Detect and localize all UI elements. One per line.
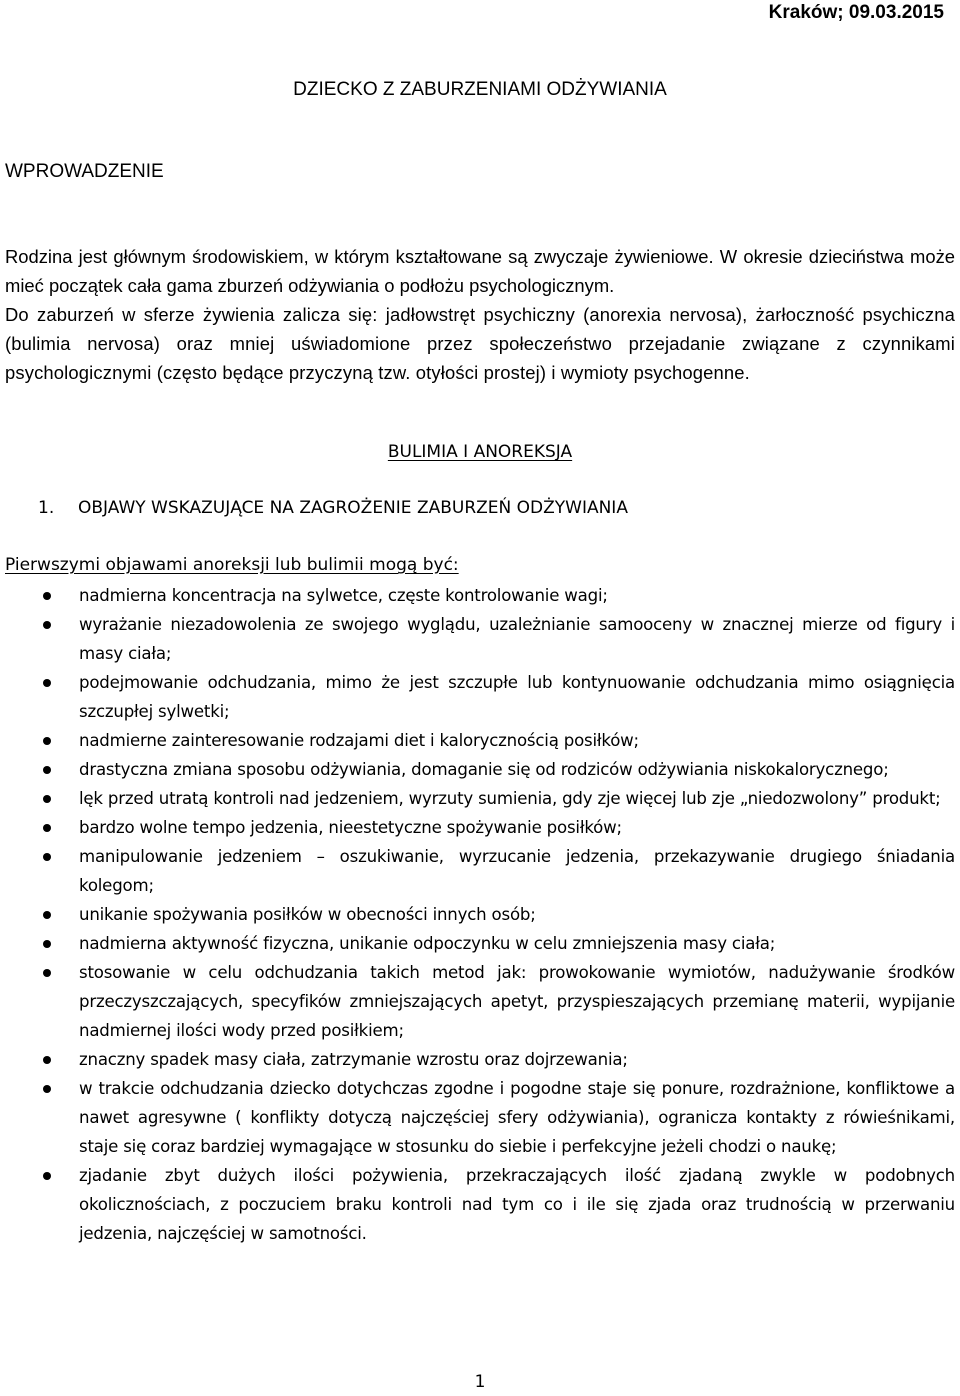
list-item-text: unikanie spożywania posiłków w obecności innych osób; bbox=[79, 905, 536, 924]
intro-paragraph-1: Rodzina jest głównym środowiskiem, w którym kształtowane są zwyczaje żywieniowe. W okresie dzieciństwa może mieć początek cała gama zburzeń odżywiania o podłożu psychologicznym. bbox=[5, 246, 955, 296]
bullet-icon bbox=[43, 824, 51, 832]
bullet-icon bbox=[43, 795, 51, 803]
symptom-list bbox=[0, 581, 960, 1248]
section-heading bbox=[38, 495, 628, 521]
list-item bbox=[0, 755, 960, 784]
list-item-text: znaczny spadek masy ciała, zatrzymanie wzrostu oraz dojrzewania; bbox=[79, 1050, 628, 1069]
section-number: 1. bbox=[38, 498, 55, 518]
list-item bbox=[0, 958, 960, 1045]
bullet-icon bbox=[43, 621, 51, 629]
list-item-text: nadmierna koncentracja na sylwetce, częste kontrolowanie wagi; bbox=[79, 586, 608, 605]
list-item-text: stosowanie w celu odchudzania takich metod jak: prowokowanie wymiotów, nadużywanie środków przeczyszczających, specyfików zmniejszających apetyt, przyspieszających przemianę materii, wypijanie nadmiernej ilości wody przed posiłkiem; bbox=[79, 963, 955, 1040]
list-item bbox=[0, 1045, 960, 1074]
list-item bbox=[0, 1074, 960, 1161]
list-item bbox=[0, 726, 960, 755]
bullet-icon bbox=[43, 969, 51, 977]
symptoms-lead: Pierwszymi objawami anoreksji lub bulimii mogą być: bbox=[5, 555, 459, 575]
document-date: Kraków; 09.03.2015 bbox=[768, 2, 944, 23]
list-item bbox=[0, 813, 960, 842]
list-item bbox=[0, 784, 960, 813]
document-title: DZIECKO Z ZABURZENIAMI ODŻYWIANIA bbox=[293, 79, 667, 100]
list-item-text: nadmierna aktywność fizyczna, unikanie odpoczynku w celu zmniejszenia masy ciała; bbox=[79, 934, 776, 953]
list-item bbox=[0, 668, 960, 726]
intro-paragraph-2: Do zaburzeń w sferze żywienia zalicza się: jadłowstręt psychiczny (anorexia nervosa), żarłoczność psychiczna (bulimia nervosa) oraz mniej uświadomione przez społeczeństwo przejadanie związane z czynnikami psychologicznymi (często będące przyczyną tzw. otyłości prostej) i wymioty psychogenne. bbox=[5, 304, 955, 383]
list-item-text: nadmierne zainteresowanie rodzajami diet i kalorycznością posiłków; bbox=[79, 731, 639, 750]
bullet-icon bbox=[43, 911, 51, 919]
bullet-icon bbox=[43, 592, 51, 600]
list-item bbox=[0, 581, 960, 610]
list-item-text: w trakcie odchudzania dziecko dotychczas zgodne i pogodne staje się ponure, rozdrażnione, konfliktowe a nawet agresywne ( konflikty dotyczą najczęściej sfery odżywiania), ogranicza kontakty z rówieśnikami, staje się coraz bardziej wymagające w stosunku do siebie i perfekcyjne jeżeli chodzi o naukę; bbox=[79, 1079, 955, 1156]
bullet-icon bbox=[43, 679, 51, 687]
list-item bbox=[0, 1161, 960, 1248]
list-item-text: drastyczna zmiana sposobu odżywiania, domaganie się od rodziców odżywiania niskokalorycznego; bbox=[79, 760, 889, 779]
bullet-icon bbox=[43, 1056, 51, 1064]
list-item-text: podejmowanie odchudzania, mimo że jest szczupłe lub kontynuowanie odchudzania mimo osiągnięcia szczupłej sylwetki; bbox=[79, 673, 955, 721]
list-item-text: manipulowanie jedzeniem – oszukiwanie, wyrzucanie jedzenia, przekazywanie drugiego śniadania kolegom; bbox=[79, 847, 955, 895]
list-item-text: wyrażanie niezadowolenia ze swojego wyglądu, uzależnianie samooceny w znacznej mierze od figury i masy ciała; bbox=[79, 615, 955, 663]
bullet-icon bbox=[43, 940, 51, 948]
list-item-text: zjadanie zbyt dużych ilości pożywienia, przekraczających ilość zjadaną zwykle w podobnych okolicznościach, z poczuciem braku kontroli nad tym co i ile się zjada oraz trudnością w przerwaniu jedzenia, najczęściej w samotności. bbox=[79, 1166, 955, 1243]
bullet-icon bbox=[43, 1172, 51, 1180]
list-item bbox=[0, 610, 960, 668]
intro-heading: WPROWADZENIE bbox=[5, 161, 164, 182]
list-item-text: bardzo wolne tempo jedzenia, nieestetyczne spożywanie posiłków; bbox=[79, 818, 622, 837]
page-number: 1 bbox=[474, 1372, 486, 1392]
bullet-icon bbox=[43, 1085, 51, 1093]
list-item bbox=[0, 842, 960, 900]
list-item bbox=[0, 900, 960, 929]
section-subtitle: BULIMIA I ANOREKSJA bbox=[387, 442, 573, 462]
bullet-icon bbox=[43, 766, 51, 774]
bullet-icon bbox=[43, 853, 51, 861]
list-item bbox=[0, 929, 960, 958]
section-title: OBJAWY WSKAZUJĄCE NA ZAGROŻENIE ZABURZEŃ ODŻYWIANIA bbox=[78, 498, 628, 518]
list-item-text: lęk przed utratą kontroli nad jedzeniem, wyrzuty sumienia, gdy zje więcej lub zje „niedozwolony” produkt; bbox=[79, 789, 941, 808]
bullet-icon bbox=[43, 737, 51, 745]
